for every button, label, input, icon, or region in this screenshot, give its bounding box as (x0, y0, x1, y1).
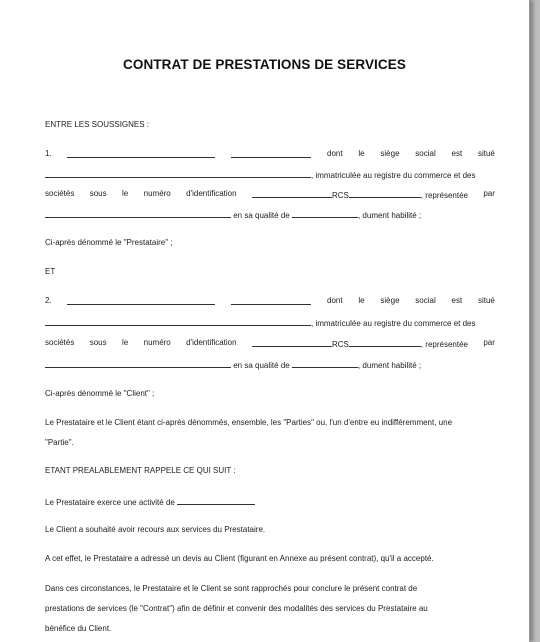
party2-denomination: Ci-après dénommé le "Client" ; (45, 389, 155, 398)
party1-title-blank (292, 209, 358, 218)
activity-blank (177, 496, 255, 505)
party1-address-blank (45, 169, 311, 178)
intro-line: ENTRE LES SOUSSIGNES : (45, 120, 150, 129)
party1-line-2: , immatriculée au registre du commerce et des (45, 169, 495, 181)
party2-line-2: , immatriculée au registre du commerce et des (45, 317, 495, 329)
party2-line-1: 2. dont le siège social est situé (45, 296, 495, 305)
party1-rcs-blank (349, 189, 421, 198)
party1-denomination: Ci-après dénommé le "Prestataire" ; (45, 238, 173, 247)
party2-name-blank (67, 296, 215, 305)
party1-line-1: 1. dont le siège social est situé (45, 149, 495, 158)
parties-definition-line-2: "Partie". (45, 438, 74, 447)
document-title: CONTRAT DE PRESTATIONS DE SERVICES (123, 57, 406, 72)
party2-title-blank (292, 359, 358, 368)
circumstances-line-3: bénéfice du Client. (45, 624, 112, 633)
party2-line-3: sociétés sous le numéro d'identification RCS , représentée par (45, 338, 495, 349)
circumstances-line-1: Dans ces circonstances, le Prestataire et le Client se sont rapprochés pour conclure le présent contrat de (45, 584, 418, 593)
activity-line: Le Prestataire exerce une activité de (45, 496, 495, 508)
party2-representative-blank (45, 359, 231, 368)
party1-name-blank (67, 149, 215, 158)
party2-line-4: en sa qualité de , dument habilité ; (45, 359, 495, 371)
party2-rcs-blank (349, 338, 421, 347)
party1-line-3: sociétés sous le numéro d'identification RCS , représentée par (45, 189, 495, 200)
party2-address-blank (45, 317, 311, 326)
party1-id-blank (252, 189, 332, 198)
party1-representative-blank (45, 209, 231, 218)
et-separator: ET (45, 267, 56, 276)
preamble-heading: ETANT PREALABLEMENT RAPPELE CE QUI SUIT : (45, 466, 236, 475)
party2-form-blank (231, 296, 311, 305)
party1-number: 1. (45, 149, 52, 158)
parties-definition-line-1: Le Prestataire et le Client étant ci-après dénommés, ensemble, les "Parties" ou, l'un d'entre eu indifféremment, une (45, 418, 453, 427)
client-wish-line: Le Client a souhaité avoir recours aux services du Prestataire. (45, 525, 266, 534)
party2-number: 2. (45, 296, 52, 305)
party2-id-blank (252, 338, 332, 347)
party1-form-blank (231, 149, 311, 158)
party1-line-4: en sa qualité de , dument habilité ; (45, 209, 495, 221)
quote-line: A cet effet, le Prestataire a adressé un devis au Client (figurant en Annexe au présent contrat), qu'il a accepté. (45, 554, 434, 563)
circumstances-line-2: prestations de services (le "Contrat") afin de définir et convenir des modalités des services du Prestataire au (45, 604, 428, 613)
